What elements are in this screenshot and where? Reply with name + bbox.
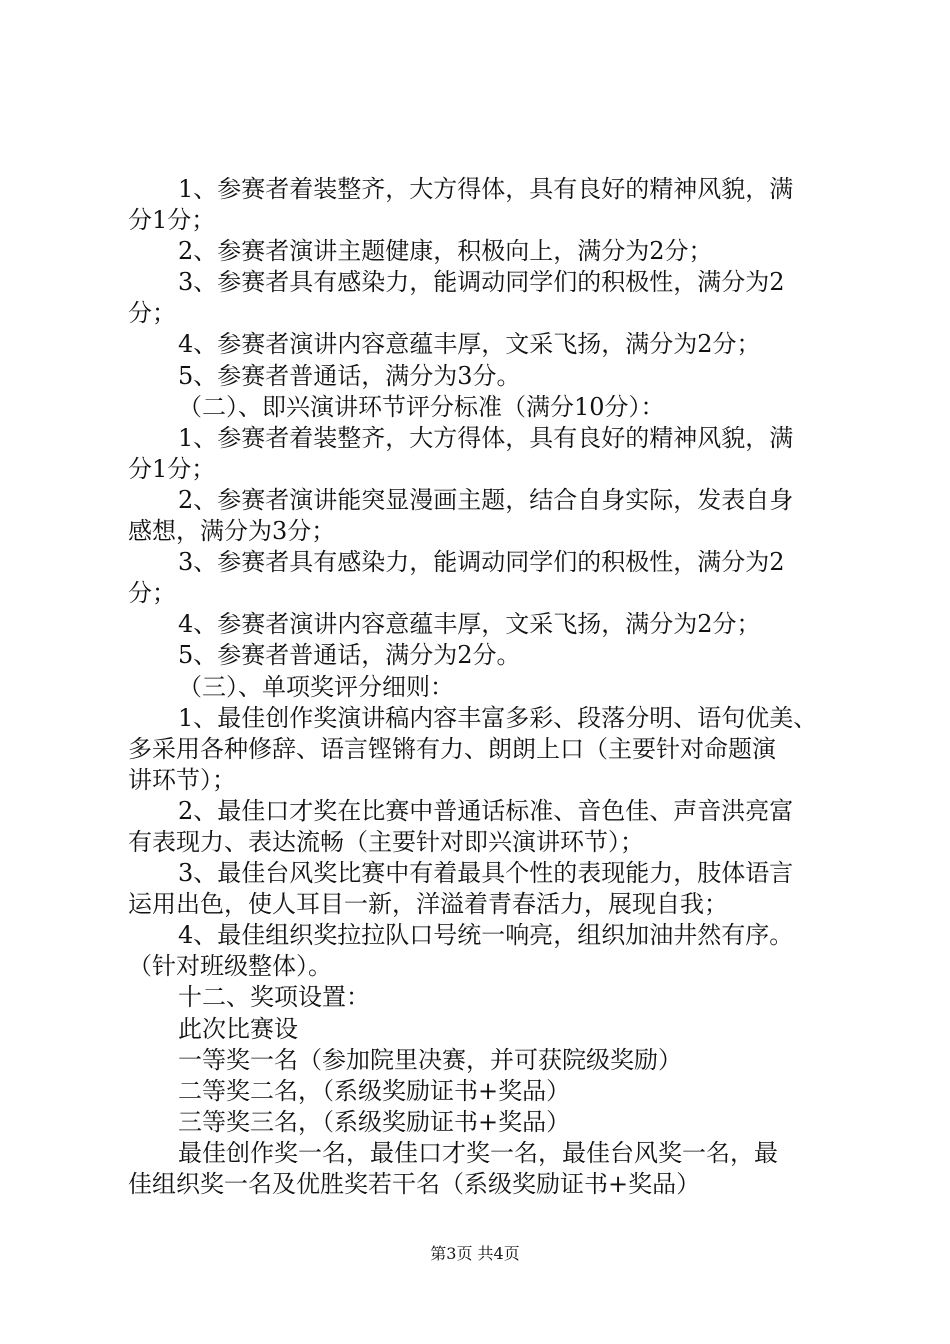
text-line: 1、最佳创作奖演讲稿内容丰富多彩、段落分明、语句优美、: [178, 703, 818, 732]
text-line: 4、最佳组织奖拉拉队口号统一响亮，组织加油井然有序。: [178, 921, 794, 950]
text-line: 3、参赛者具有感染力，能调动同学们的积极性，满分为2: [178, 268, 785, 297]
text-line: （针对班级整体）。: [128, 952, 332, 981]
text-line: 十二、奖项设置：: [178, 983, 370, 1012]
text-line: 一等奖一名（参加院里决赛，并可获院级奖励）: [178, 1045, 682, 1074]
text-line: 三等奖三名，（系级奖励证书+奖品）: [178, 1107, 571, 1136]
text-line: 3、参赛者具有感染力，能调动同学们的积极性，满分为2: [178, 548, 785, 577]
page-footer: 第3页 共4页: [430, 1244, 520, 1263]
text-line: 有表现力、表达流畅（主要针对即兴演讲环节）；: [128, 827, 644, 856]
text-line: 2、参赛者演讲主题健康，积极向上，满分为2分；: [178, 237, 713, 266]
text-line: 1、参赛者着装整齐，大方得体，具有良好的精神风貌，满: [178, 423, 794, 452]
text-line: 5、参赛者普通话，满分为3分。: [178, 361, 521, 390]
text-line: 1、参赛者着装整齐，大方得体，具有良好的精神风貌，满: [178, 175, 794, 203]
text-line: 分；: [128, 579, 176, 608]
text-line: 分1分；: [128, 206, 216, 235]
text-line: 讲环节）；: [128, 765, 236, 794]
text-line: 感想，满分为3分；: [128, 517, 336, 546]
text-line: 2、最佳口才奖在比赛中普通话标准、音色佳、声音洪亮富: [178, 796, 794, 825]
text-line: 3、最佳台风奖比赛中有着最具个性的表现能力，肢体语言: [178, 859, 794, 888]
text-line: 最佳创作奖一名，最佳口才奖一名，最佳台风奖一名，最: [178, 1138, 778, 1167]
text-line: （二）、即兴演讲环节评分标准（满分10分）：: [178, 392, 665, 421]
text-line: 多采用各种修辞、语言铿锵有力、朗朗上口（主要针对命题演: [128, 734, 776, 763]
text-line: 此次比赛设: [178, 1014, 298, 1043]
text-line: 分；: [128, 299, 176, 328]
text-line: 5、参赛者普通话，满分为2分。: [178, 641, 521, 670]
text-line: 2、参赛者演讲能突显漫画主题，结合自身实际，发表自身: [178, 485, 794, 514]
text-line: 佳组织奖一名及优胜奖若干名（系级奖励证书+奖品）: [128, 1170, 701, 1198]
text-line: 运用出色，使人耳目一新，洋溢着青春活力，展现自我；: [128, 890, 728, 919]
text-line: 4、参赛者演讲内容意蕴丰厚，文采飞扬，满分为2分；: [178, 330, 761, 359]
text-line: 4、参赛者演讲内容意蕴丰厚，文采飞扬，满分为2分；: [178, 610, 761, 639]
text-line: （三）、单项奖评分细则：: [178, 672, 454, 701]
text-line: 分1分；: [128, 454, 216, 483]
text-line: 二等奖二名，（系级奖励证书+奖品）: [178, 1076, 571, 1105]
document-body: [128, 174, 840, 1200]
